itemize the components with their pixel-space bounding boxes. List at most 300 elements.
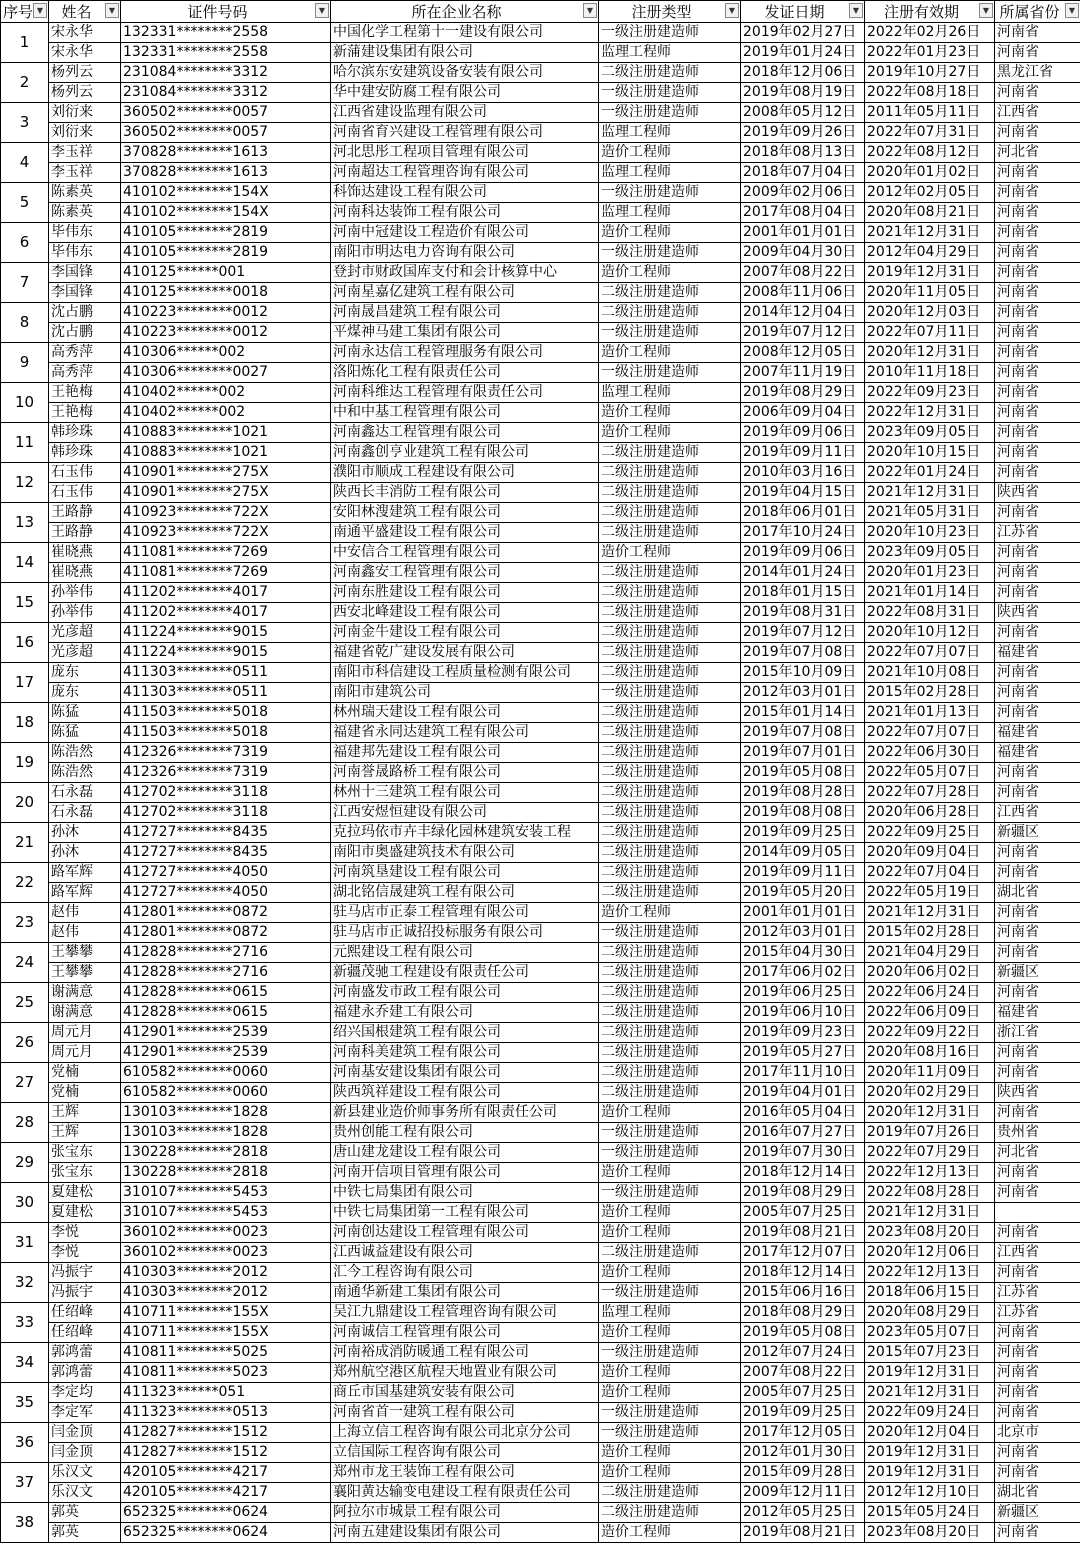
issue-date-cell[interactable]: 2019年07月12日 bbox=[741, 323, 865, 343]
registration-type-cell[interactable]: 二级注册建造师 bbox=[599, 1023, 741, 1043]
id-number-cell[interactable]: 412801********0872 bbox=[121, 923, 331, 943]
valid-until-cell[interactable]: 2022年06月30日 bbox=[865, 743, 995, 763]
company-cell[interactable]: 河南晟昌建筑工程有限公司 bbox=[331, 303, 599, 323]
issue-date-cell[interactable]: 2019年07月08日 bbox=[741, 643, 865, 663]
issue-date-cell[interactable]: 2019年08月29日 bbox=[741, 383, 865, 403]
sequence-number-cell[interactable]: 36 bbox=[1, 1423, 49, 1463]
person-name-cell[interactable]: 李国锋 bbox=[49, 263, 121, 283]
registration-type-cell[interactable]: 二级注册建造师 bbox=[599, 503, 741, 523]
id-number-cell[interactable]: 412326********7319 bbox=[121, 743, 331, 763]
province-cell[interactable]: 河南省 bbox=[995, 683, 1080, 703]
person-name-cell[interactable]: 党楠 bbox=[49, 1083, 121, 1103]
company-cell[interactable]: 湖北铭信晟建筑工程有限公司 bbox=[331, 883, 599, 903]
valid-until-cell[interactable]: 2019年07月26日 bbox=[865, 1123, 995, 1143]
person-name-cell[interactable]: 陈浩然 bbox=[49, 763, 121, 783]
id-number-cell[interactable]: 610582********0060 bbox=[121, 1063, 331, 1083]
registration-type-cell[interactable]: 一级注册建造师 bbox=[599, 1283, 741, 1303]
valid-until-cell[interactable]: 2020年10月15日 bbox=[865, 443, 995, 463]
registration-type-cell[interactable]: 二级注册建造师 bbox=[599, 563, 741, 583]
issue-date-cell[interactable]: 2008年12月05日 bbox=[741, 343, 865, 363]
issue-date-cell[interactable]: 2015年09月28日 bbox=[741, 1463, 865, 1483]
province-cell[interactable]: 河南省 bbox=[995, 323, 1080, 343]
id-number-cell[interactable]: 412828********2716 bbox=[121, 963, 331, 983]
sequence-number-cell[interactable]: 5 bbox=[1, 183, 49, 223]
registration-type-cell[interactable]: 二级注册建造师 bbox=[599, 623, 741, 643]
id-number-cell[interactable]: 130103********1828 bbox=[121, 1103, 331, 1123]
issue-date-cell[interactable]: 2009年12月11日 bbox=[741, 1483, 865, 1503]
valid-until-cell[interactable]: 2020年12月06日 bbox=[865, 1243, 995, 1263]
company-cell[interactable]: 江西诚益建设有限公司 bbox=[331, 1243, 599, 1263]
valid-until-cell[interactable]: 2012年04月29日 bbox=[865, 243, 995, 263]
person-name-cell[interactable]: 石玉伟 bbox=[49, 483, 121, 503]
filter-dropdown-icon[interactable]: ▼ bbox=[849, 3, 863, 18]
issue-date-cell[interactable]: 2019年09月11日 bbox=[741, 863, 865, 883]
person-name-cell[interactable]: 张宝东 bbox=[49, 1163, 121, 1183]
valid-until-cell[interactable]: 2020年06月28日 bbox=[865, 803, 995, 823]
issue-date-cell[interactable]: 2019年08月29日 bbox=[741, 1183, 865, 1203]
valid-until-cell[interactable]: 2020年12月31日 bbox=[865, 343, 995, 363]
registration-type-cell[interactable]: 二级注册建造师 bbox=[599, 663, 741, 683]
person-name-cell[interactable]: 王攀攀 bbox=[49, 963, 121, 983]
person-name-cell[interactable]: 孙沐 bbox=[49, 823, 121, 843]
person-name-cell[interactable]: 李国锋 bbox=[49, 283, 121, 303]
id-number-cell[interactable]: 410105********2819 bbox=[121, 223, 331, 243]
person-name-cell[interactable]: 刘衍来 bbox=[49, 103, 121, 123]
id-number-cell[interactable]: 412901********2539 bbox=[121, 1043, 331, 1063]
registration-type-cell[interactable]: 监理工程师 bbox=[599, 123, 741, 143]
id-number-cell[interactable]: 411081********7269 bbox=[121, 543, 331, 563]
province-cell[interactable]: 河南省 bbox=[995, 183, 1080, 203]
valid-until-cell[interactable]: 2023年05月07日 bbox=[865, 1323, 995, 1343]
valid-until-cell[interactable]: 2020年08月29日 bbox=[865, 1303, 995, 1323]
province-cell[interactable]: 河南省 bbox=[995, 1523, 1080, 1543]
person-name-cell[interactable]: 李悦 bbox=[49, 1243, 121, 1263]
registration-type-cell[interactable]: 二级注册建造师 bbox=[599, 303, 741, 323]
sequence-number-cell[interactable]: 18 bbox=[1, 703, 49, 743]
province-cell[interactable]: 陕西省 bbox=[995, 483, 1080, 503]
company-cell[interactable]: 江西省建设监理有限公司 bbox=[331, 103, 599, 123]
valid-until-cell[interactable]: 2011年05月11日 bbox=[865, 103, 995, 123]
issue-date-cell[interactable]: 2005年07月25日 bbox=[741, 1203, 865, 1223]
valid-until-cell[interactable]: 2015年02月28日 bbox=[865, 923, 995, 943]
registration-type-cell[interactable]: 一级注册建造师 bbox=[599, 683, 741, 703]
registration-type-cell[interactable]: 一级注册建造师 bbox=[599, 23, 741, 43]
person-name-cell[interactable]: 沈占鹏 bbox=[49, 323, 121, 343]
company-cell[interactable]: 陕西筑祥建设工程有限公司 bbox=[331, 1083, 599, 1103]
valid-until-cell[interactable]: 2022年07月28日 bbox=[865, 783, 995, 803]
province-cell[interactable]: 河南省 bbox=[995, 1063, 1080, 1083]
registration-type-cell[interactable]: 造价工程师 bbox=[599, 903, 741, 923]
province-cell[interactable]: 河南省 bbox=[995, 1383, 1080, 1403]
person-name-cell[interactable]: 谢满意 bbox=[49, 1003, 121, 1023]
sequence-number-cell[interactable]: 16 bbox=[1, 623, 49, 663]
valid-until-cell[interactable]: 2019年12月31日 bbox=[865, 263, 995, 283]
valid-until-cell[interactable]: 2021年12月31日 bbox=[865, 1203, 995, 1223]
person-name-cell[interactable]: 任绍峰 bbox=[49, 1303, 121, 1323]
registration-type-cell[interactable]: 造价工程师 bbox=[599, 263, 741, 283]
company-cell[interactable]: 中安信合工程管理有限公司 bbox=[331, 543, 599, 563]
id-number-cell[interactable]: 412828********0615 bbox=[121, 1003, 331, 1023]
issue-date-cell[interactable]: 2019年05月27日 bbox=[741, 1043, 865, 1063]
sequence-number-cell[interactable]: 11 bbox=[1, 423, 49, 463]
id-number-cell[interactable]: 410102********154X bbox=[121, 203, 331, 223]
id-number-cell[interactable]: 412827********1512 bbox=[121, 1423, 331, 1443]
province-cell[interactable]: 河南省 bbox=[995, 623, 1080, 643]
person-name-cell[interactable]: 夏建松 bbox=[49, 1183, 121, 1203]
province-cell[interactable]: 河南省 bbox=[995, 1343, 1080, 1363]
person-name-cell[interactable]: 乐汉文 bbox=[49, 1483, 121, 1503]
registration-type-cell[interactable]: 二级注册建造师 bbox=[599, 1503, 741, 1523]
company-cell[interactable]: 驻马店市正诚招投标服务有限公司 bbox=[331, 923, 599, 943]
province-cell[interactable]: 河南省 bbox=[995, 1363, 1080, 1383]
company-cell[interactable]: 河南省育兴建设工程管理有限公司 bbox=[331, 123, 599, 143]
issue-date-cell[interactable]: 2008年11月06日 bbox=[741, 283, 865, 303]
person-name-cell[interactable]: 乐汉文 bbox=[49, 1463, 121, 1483]
registration-type-cell[interactable]: 一级注册建造师 bbox=[599, 183, 741, 203]
valid-until-cell[interactable]: 2022年12月13日 bbox=[865, 1263, 995, 1283]
issue-date-cell[interactable]: 2012年01月30日 bbox=[741, 1443, 865, 1463]
id-number-cell[interactable]: 410125********0018 bbox=[121, 283, 331, 303]
registration-type-cell[interactable]: 监理工程师 bbox=[599, 43, 741, 63]
issue-date-cell[interactable]: 2001年01月01日 bbox=[741, 223, 865, 243]
company-cell[interactable]: 阿拉尔市城景工程有限公司 bbox=[331, 1503, 599, 1523]
valid-until-cell[interactable]: 2019年10月27日 bbox=[865, 63, 995, 83]
id-number-cell[interactable]: 410811********5023 bbox=[121, 1363, 331, 1383]
valid-until-cell[interactable]: 2022年09月23日 bbox=[865, 383, 995, 403]
sequence-number-cell[interactable]: 34 bbox=[1, 1343, 49, 1383]
province-cell[interactable]: 河南省 bbox=[995, 703, 1080, 723]
issue-date-cell[interactable]: 2018年07月04日 bbox=[741, 163, 865, 183]
province-cell[interactable]: 河南省 bbox=[995, 1443, 1080, 1463]
company-cell[interactable]: 中和中基工程管理有限公司 bbox=[331, 403, 599, 423]
person-name-cell[interactable]: 杨列云 bbox=[49, 83, 121, 103]
province-cell[interactable]: 河南省 bbox=[995, 663, 1080, 683]
id-number-cell[interactable]: 412828********0615 bbox=[121, 983, 331, 1003]
valid-until-cell[interactable]: 2022年01月24日 bbox=[865, 463, 995, 483]
issue-date-cell[interactable]: 2019年08月21日 bbox=[741, 1523, 865, 1543]
person-name-cell[interactable]: 路军辉 bbox=[49, 883, 121, 903]
registration-type-cell[interactable]: 二级注册建造师 bbox=[599, 1243, 741, 1263]
valid-until-cell[interactable]: 2015年05月24日 bbox=[865, 1503, 995, 1523]
province-cell[interactable]: 陕西省 bbox=[995, 603, 1080, 623]
issue-date-cell[interactable]: 2018年01月15日 bbox=[741, 583, 865, 603]
valid-until-cell[interactable]: 2020年12月03日 bbox=[865, 303, 995, 323]
valid-until-cell[interactable]: 2022年02月26日 bbox=[865, 23, 995, 43]
id-number-cell[interactable]: 652325********0624 bbox=[121, 1523, 331, 1543]
sequence-number-cell[interactable]: 27 bbox=[1, 1063, 49, 1103]
company-cell[interactable]: 襄阳黄达输变电建设工程有限责任公司 bbox=[331, 1483, 599, 1503]
person-name-cell[interactable]: 李玉祥 bbox=[49, 143, 121, 163]
company-cell[interactable]: 河南科达装饰工程有限公司 bbox=[331, 203, 599, 223]
province-cell[interactable]: 河北省 bbox=[995, 143, 1080, 163]
person-name-cell[interactable]: 闫金顶 bbox=[49, 1423, 121, 1443]
province-cell[interactable]: 河南省 bbox=[995, 1163, 1080, 1183]
province-cell[interactable]: 河北省 bbox=[995, 1143, 1080, 1163]
id-number-cell[interactable]: 410102********154X bbox=[121, 183, 331, 203]
company-cell[interactable]: 江西安煜恒建设有限公司 bbox=[331, 803, 599, 823]
valid-until-cell[interactable]: 2022年12月13日 bbox=[865, 1163, 995, 1183]
issue-date-cell[interactable]: 2019年07月08日 bbox=[741, 723, 865, 743]
id-number-cell[interactable]: 370828********1613 bbox=[121, 143, 331, 163]
issue-date-cell[interactable]: 2012年05月25日 bbox=[741, 1503, 865, 1523]
person-name-cell[interactable]: 赵伟 bbox=[49, 903, 121, 923]
valid-until-cell[interactable]: 2021年01月13日 bbox=[865, 703, 995, 723]
valid-until-cell[interactable]: 2023年09月05日 bbox=[865, 543, 995, 563]
company-cell[interactable]: 河南开信项目管理有限公司 bbox=[331, 1163, 599, 1183]
valid-until-cell[interactable]: 2012年02月05日 bbox=[865, 183, 995, 203]
company-cell[interactable]: 陕西长丰消防工程有限公司 bbox=[331, 483, 599, 503]
registration-type-cell[interactable]: 造价工程师 bbox=[599, 1163, 741, 1183]
registration-type-cell[interactable]: 一级注册建造师 bbox=[599, 1343, 741, 1363]
id-number-cell[interactable]: 412727********8435 bbox=[121, 843, 331, 863]
company-cell[interactable]: 河南科美建筑工程有限公司 bbox=[331, 1043, 599, 1063]
id-number-cell[interactable]: 410711********155X bbox=[121, 1303, 331, 1323]
company-cell[interactable]: 林州瑞天建设工程有限公司 bbox=[331, 703, 599, 723]
person-name-cell[interactable]: 光彦超 bbox=[49, 623, 121, 643]
person-name-cell[interactable]: 王辉 bbox=[49, 1103, 121, 1123]
valid-until-cell[interactable]: 2020年08月21日 bbox=[865, 203, 995, 223]
company-cell[interactable]: 福建永乔建工有限公司 bbox=[331, 1003, 599, 1023]
company-cell[interactable]: 平煤神马建工集团有限公司 bbox=[331, 323, 599, 343]
registration-type-cell[interactable]: 一级注册建造师 bbox=[599, 1403, 741, 1423]
registration-type-cell[interactable]: 造价工程师 bbox=[599, 223, 741, 243]
issue-date-cell[interactable]: 2007年08月22日 bbox=[741, 263, 865, 283]
sequence-number-cell[interactable]: 23 bbox=[1, 903, 49, 943]
issue-date-cell[interactable]: 2015年06月16日 bbox=[741, 1283, 865, 1303]
registration-type-cell[interactable]: 二级注册建造师 bbox=[599, 843, 741, 863]
sequence-number-cell[interactable]: 13 bbox=[1, 503, 49, 543]
registration-type-cell[interactable]: 二级注册建造师 bbox=[599, 443, 741, 463]
id-number-cell[interactable]: 610582********0060 bbox=[121, 1083, 331, 1103]
issue-date-cell[interactable]: 2018年12月06日 bbox=[741, 63, 865, 83]
sequence-number-cell[interactable]: 38 bbox=[1, 1503, 49, 1543]
id-number-cell[interactable]: 412326********7319 bbox=[121, 763, 331, 783]
person-name-cell[interactable]: 庞东 bbox=[49, 663, 121, 683]
valid-until-cell[interactable]: 2021年12月31日 bbox=[865, 483, 995, 503]
province-cell[interactable]: 湖北省 bbox=[995, 883, 1080, 903]
company-cell[interactable]: 新蒲建设集团有限公司 bbox=[331, 43, 599, 63]
issue-date-cell[interactable]: 2017年12月07日 bbox=[741, 1243, 865, 1263]
valid-until-cell[interactable]: 2020年11月05日 bbox=[865, 283, 995, 303]
id-number-cell[interactable]: 411224********9015 bbox=[121, 623, 331, 643]
person-name-cell[interactable]: 崔晓燕 bbox=[49, 543, 121, 563]
person-name-cell[interactable]: 毕伟东 bbox=[49, 223, 121, 243]
sequence-number-cell[interactable]: 30 bbox=[1, 1183, 49, 1223]
filter-dropdown-icon[interactable]: ▼ bbox=[1065, 3, 1079, 18]
issue-date-cell[interactable]: 2019年06月10日 bbox=[741, 1003, 865, 1023]
issue-date-cell[interactable]: 2019年09月11日 bbox=[741, 443, 865, 463]
id-number-cell[interactable]: 130103********1828 bbox=[121, 1123, 331, 1143]
person-name-cell[interactable]: 郭英 bbox=[49, 1503, 121, 1523]
filter-dropdown-icon[interactable]: ▼ bbox=[725, 3, 739, 18]
valid-until-cell[interactable]: 2022年09月22日 bbox=[865, 1023, 995, 1043]
valid-until-cell[interactable]: 2022年07月11日 bbox=[865, 323, 995, 343]
issue-date-cell[interactable]: 2017年08月04日 bbox=[741, 203, 865, 223]
person-name-cell[interactable]: 路军辉 bbox=[49, 863, 121, 883]
person-name-cell[interactable]: 李玉祥 bbox=[49, 163, 121, 183]
valid-until-cell[interactable]: 2010年11月18日 bbox=[865, 363, 995, 383]
company-cell[interactable]: 河南鑫达工程管理有限公司 bbox=[331, 423, 599, 443]
company-cell[interactable]: 科饰达建设工程有限公司 bbox=[331, 183, 599, 203]
valid-until-cell[interactable]: 2022年09月24日 bbox=[865, 1403, 995, 1423]
company-cell[interactable]: 克拉玛依市卉丰绿化园林建筑安装工程 bbox=[331, 823, 599, 843]
province-cell[interactable]: 陕西省 bbox=[995, 1083, 1080, 1103]
province-cell[interactable]: 北京市 bbox=[995, 1423, 1080, 1443]
province-cell[interactable]: 贵州省 bbox=[995, 1123, 1080, 1143]
valid-until-cell[interactable]: 2022年12月31日 bbox=[865, 403, 995, 423]
valid-until-cell[interactable]: 2022年08月12日 bbox=[865, 143, 995, 163]
province-cell[interactable]: 江苏省 bbox=[995, 1283, 1080, 1303]
company-cell[interactable]: 福建省永同达建筑工程有限公司 bbox=[331, 723, 599, 743]
valid-until-cell[interactable]: 2020年01月02日 bbox=[865, 163, 995, 183]
registration-type-cell[interactable]: 一级注册建造师 bbox=[599, 323, 741, 343]
registration-type-cell[interactable]: 二级注册建造师 bbox=[599, 1063, 741, 1083]
province-cell[interactable]: 新疆区 bbox=[995, 963, 1080, 983]
issue-date-cell[interactable]: 2018年06月01日 bbox=[741, 503, 865, 523]
province-cell[interactable]: 河南省 bbox=[995, 1223, 1080, 1243]
company-cell[interactable]: 安阳林溲建筑工程有限公司 bbox=[331, 503, 599, 523]
registration-type-cell[interactable]: 造价工程师 bbox=[599, 1203, 741, 1223]
person-name-cell[interactable]: 孙举伟 bbox=[49, 603, 121, 623]
company-cell[interactable]: 河北思彤工程项目管理有限公司 bbox=[331, 143, 599, 163]
company-cell[interactable]: 河南科维达工程管理有限责任公司 bbox=[331, 383, 599, 403]
valid-until-cell[interactable]: 2023年09月05日 bbox=[865, 423, 995, 443]
sequence-number-cell[interactable]: 25 bbox=[1, 983, 49, 1023]
company-cell[interactable]: 河南金牛建设工程有限公司 bbox=[331, 623, 599, 643]
person-name-cell[interactable]: 李定军 bbox=[49, 1403, 121, 1423]
person-name-cell[interactable]: 孙举伟 bbox=[49, 583, 121, 603]
province-cell[interactable]: 河南省 bbox=[995, 1183, 1080, 1203]
province-cell[interactable]: 湖北省 bbox=[995, 1483, 1080, 1503]
sequence-number-cell[interactable]: 6 bbox=[1, 223, 49, 263]
issue-date-cell[interactable]: 2019年09月25日 bbox=[741, 823, 865, 843]
sequence-number-cell[interactable]: 35 bbox=[1, 1383, 49, 1423]
issue-date-cell[interactable]: 2019年08月28日 bbox=[741, 783, 865, 803]
company-cell[interactable]: 河南中冠建设工程造价有限公司 bbox=[331, 223, 599, 243]
id-number-cell[interactable]: 410105********2819 bbox=[121, 243, 331, 263]
valid-until-cell[interactable]: 2019年12月31日 bbox=[865, 1443, 995, 1463]
id-number-cell[interactable]: 132331********2558 bbox=[121, 43, 331, 63]
province-cell[interactable]: 江西省 bbox=[995, 1243, 1080, 1263]
company-cell[interactable]: 河南裕成消防暖通工程有限公司 bbox=[331, 1343, 599, 1363]
registration-type-cell[interactable]: 造价工程师 bbox=[599, 343, 741, 363]
id-number-cell[interactable]: 411503********5018 bbox=[121, 723, 331, 743]
province-cell[interactable]: 河南省 bbox=[995, 363, 1080, 383]
province-cell[interactable]: 河南省 bbox=[995, 563, 1080, 583]
issue-date-cell[interactable]: 2018年08月13日 bbox=[741, 143, 865, 163]
company-cell[interactable]: 郑州市龙王装饰工程有限公司 bbox=[331, 1463, 599, 1483]
id-number-cell[interactable]: 360102********0023 bbox=[121, 1223, 331, 1243]
valid-until-cell[interactable]: 2022年07月04日 bbox=[865, 863, 995, 883]
person-name-cell[interactable]: 张宝东 bbox=[49, 1143, 121, 1163]
registration-type-cell[interactable]: 二级注册建造师 bbox=[599, 523, 741, 543]
issue-date-cell[interactable]: 2019年08月31日 bbox=[741, 603, 865, 623]
issue-date-cell[interactable]: 2018年08月29日 bbox=[741, 1303, 865, 1323]
valid-until-cell[interactable]: 2020年02月29日 bbox=[865, 1083, 995, 1103]
person-name-cell[interactable]: 光彦超 bbox=[49, 643, 121, 663]
issue-date-cell[interactable]: 2016年05月04日 bbox=[741, 1103, 865, 1123]
person-name-cell[interactable]: 高秀萍 bbox=[49, 363, 121, 383]
id-number-cell[interactable]: 410901********275X bbox=[121, 483, 331, 503]
valid-until-cell[interactable]: 2020年12月04日 bbox=[865, 1423, 995, 1443]
id-number-cell[interactable]: 411323******051 bbox=[121, 1383, 331, 1403]
id-number-cell[interactable]: 410223********0012 bbox=[121, 303, 331, 323]
person-name-cell[interactable]: 宋永华 bbox=[49, 23, 121, 43]
filter-dropdown-icon[interactable]: ▼ bbox=[33, 3, 47, 18]
id-number-cell[interactable]: 410811********5025 bbox=[121, 1343, 331, 1363]
person-name-cell[interactable]: 王路静 bbox=[49, 503, 121, 523]
issue-date-cell[interactable]: 2019年09月26日 bbox=[741, 123, 865, 143]
province-cell[interactable]: 河南省 bbox=[995, 543, 1080, 563]
company-cell[interactable]: 河南誉晟路桥工程有限公司 bbox=[331, 763, 599, 783]
person-name-cell[interactable]: 陈猛 bbox=[49, 723, 121, 743]
person-name-cell[interactable]: 郭英 bbox=[49, 1523, 121, 1543]
registration-type-cell[interactable]: 二级注册建造师 bbox=[599, 603, 741, 623]
company-cell[interactable]: 驻马店市正泰工程管理有限公司 bbox=[331, 903, 599, 923]
company-cell[interactable]: 新县建业造价师事务所有限责任公司 bbox=[331, 1103, 599, 1123]
company-cell[interactable]: 唐山建龙建设工程有限公司 bbox=[331, 1143, 599, 1163]
registration-type-cell[interactable]: 二级注册建造师 bbox=[599, 583, 741, 603]
company-cell[interactable]: 河南星嘉亿建筑工程有限公司 bbox=[331, 283, 599, 303]
id-number-cell[interactable]: 410402******002 bbox=[121, 383, 331, 403]
id-number-cell[interactable]: 411202********4017 bbox=[121, 603, 331, 623]
issue-date-cell[interactable]: 2017年12月05日 bbox=[741, 1423, 865, 1443]
registration-type-cell[interactable]: 监理工程师 bbox=[599, 383, 741, 403]
registration-type-cell[interactable]: 一级注册建造师 bbox=[599, 1143, 741, 1163]
id-number-cell[interactable]: 132331********2558 bbox=[121, 23, 331, 43]
registration-type-cell[interactable]: 监理工程师 bbox=[599, 1303, 741, 1323]
person-name-cell[interactable]: 夏建松 bbox=[49, 1203, 121, 1223]
province-cell[interactable]: 河南省 bbox=[995, 83, 1080, 103]
valid-until-cell[interactable]: 2020年08月16日 bbox=[865, 1043, 995, 1063]
company-cell[interactable]: 南阳市明达电力咨询有限公司 bbox=[331, 243, 599, 263]
sequence-number-cell[interactable]: 33 bbox=[1, 1303, 49, 1343]
registration-type-cell[interactable]: 造价工程师 bbox=[599, 1223, 741, 1243]
person-name-cell[interactable]: 冯振宇 bbox=[49, 1263, 121, 1283]
valid-until-cell[interactable]: 2020年11月09日 bbox=[865, 1063, 995, 1083]
registration-type-cell[interactable]: 二级注册建造师 bbox=[599, 1003, 741, 1023]
id-number-cell[interactable]: 411224********9015 bbox=[121, 643, 331, 663]
person-name-cell[interactable]: 李定均 bbox=[49, 1383, 121, 1403]
filter-dropdown-icon[interactable]: ▼ bbox=[105, 3, 119, 18]
registration-type-cell[interactable]: 二级注册建造师 bbox=[599, 283, 741, 303]
filter-dropdown-icon[interactable]: ▼ bbox=[979, 3, 993, 18]
issue-date-cell[interactable]: 2019年05月08日 bbox=[741, 1323, 865, 1343]
province-cell[interactable]: 河南省 bbox=[995, 863, 1080, 883]
issue-date-cell[interactable]: 2019年05月20日 bbox=[741, 883, 865, 903]
sequence-number-cell[interactable]: 4 bbox=[1, 143, 49, 183]
id-number-cell[interactable]: 411303********0511 bbox=[121, 663, 331, 683]
person-name-cell[interactable]: 韩珍珠 bbox=[49, 443, 121, 463]
person-name-cell[interactable]: 韩珍珠 bbox=[49, 423, 121, 443]
company-cell[interactable]: 登封市财政国库支付和会计核算中心 bbox=[331, 263, 599, 283]
id-number-cell[interactable]: 410883********1021 bbox=[121, 443, 331, 463]
valid-until-cell[interactable]: 2015年07月23日 bbox=[865, 1343, 995, 1363]
company-cell[interactable]: 福建省乾广建设发展有限公司 bbox=[331, 643, 599, 663]
province-cell[interactable]: 黑龙江省 bbox=[995, 63, 1080, 83]
person-name-cell[interactable]: 王艳梅 bbox=[49, 403, 121, 423]
valid-until-cell[interactable]: 2022年07月07日 bbox=[865, 643, 995, 663]
valid-until-cell[interactable]: 2021年01月14日 bbox=[865, 583, 995, 603]
id-number-cell[interactable]: 412827********1512 bbox=[121, 1443, 331, 1463]
sequence-number-cell[interactable]: 22 bbox=[1, 863, 49, 903]
registration-type-cell[interactable]: 造价工程师 bbox=[599, 1263, 741, 1283]
id-number-cell[interactable]: 360102********0023 bbox=[121, 1243, 331, 1263]
sequence-number-cell[interactable]: 10 bbox=[1, 383, 49, 423]
company-cell[interactable]: 河南鑫创亨业建筑工程有限公司 bbox=[331, 443, 599, 463]
registration-type-cell[interactable]: 造价工程师 bbox=[599, 1363, 741, 1383]
valid-until-cell[interactable]: 2012年12月10日 bbox=[865, 1483, 995, 1503]
